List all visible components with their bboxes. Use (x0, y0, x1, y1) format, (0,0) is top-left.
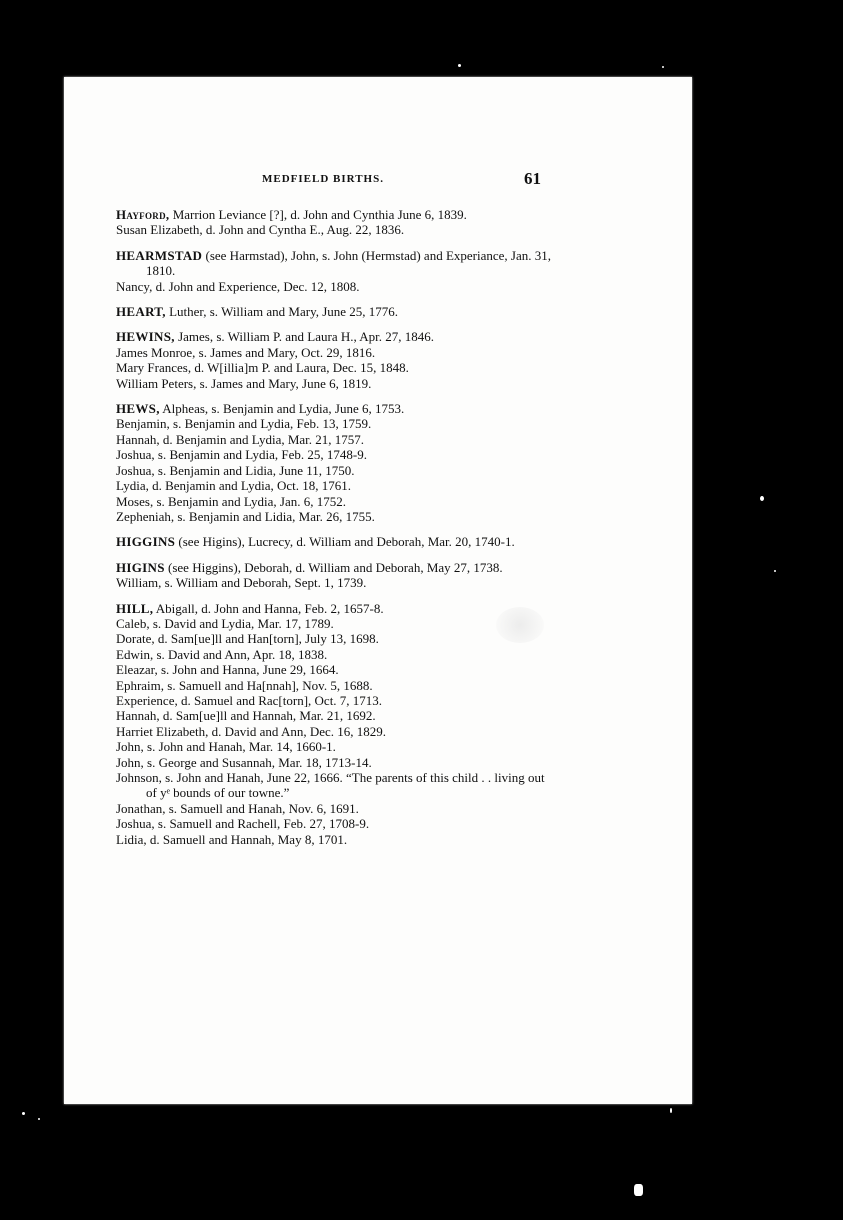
entry-text: Eleazar, s. John and Hanna, June 29, 1664. (116, 662, 339, 678)
entry-text: Joshua, s. Benjamin and Lidia, June 11, 1750. (116, 462, 355, 478)
entry-text: (see Higgins), Deborah, d. William and Deborah, May 27, 1738. (164, 559, 503, 575)
entry-text: Hannah, d. Sam[ue]ll and Hannah, Mar. 21, 1692. (116, 708, 376, 724)
entry-text: Joshua, s. Samuell and Rachell, Feb. 27, 1708-9. (116, 816, 370, 832)
entry-text: Harriet Elizabeth, d. David and Ann, Dec. 16, 1829. (116, 723, 387, 739)
entry-text: Mary Frances, d. W[illia]m P. and Laura, Dec. 15, 1848. (116, 360, 409, 376)
entry-text: John, s. John and Hanah, Mar. 14, 1660-1. (116, 739, 336, 755)
surname: HEARMSTAD (116, 247, 203, 263)
running-title: MEDFIELD BIRTHS. (262, 173, 384, 185)
dust-speck (458, 64, 461, 67)
list-item (116, 478, 556, 493)
book-page (64, 77, 692, 1104)
list-item (116, 222, 556, 237)
entry-text: Lidia, d. Samuell and Hannah, May 8, 1701. (116, 831, 348, 847)
list-item (116, 304, 556, 319)
entry-text: Jonathan, s. Samuell and Hanah, Nov. 6, 1691. (116, 800, 359, 816)
entry-text: Ephraim, s. Samuell and Ha[nnah], Nov. 5, 1688. (116, 677, 373, 693)
list-item (116, 616, 556, 631)
surname: HIGINS (116, 559, 165, 575)
list-item (116, 801, 556, 816)
list-item (116, 631, 556, 646)
surname: HEWINS, (116, 329, 175, 345)
dust-speck (662, 66, 664, 68)
family-heart (116, 304, 556, 319)
entry-text: William Peters, s. James and Mary, June 6, 1819. (116, 375, 372, 391)
entry-text: Alpheas, s. Benjamin and Lydia, June 6, 1753. (159, 401, 405, 417)
page-number: 61 (524, 169, 541, 188)
entry-text: James Monroe, s. James and Mary, Oct. 29, 1816. (116, 344, 376, 360)
entry-text: Benjamin, s. Benjamin and Lydia, Feb. 13, 1759. (116, 416, 372, 432)
entry-text: Marrion Leviance [?], d. John and Cynthia June 6, 1839. (169, 207, 467, 222)
entry-text: Moses, s. Benjamin and Lydia, Jan. 6, 1752. (116, 493, 347, 509)
list-item (116, 739, 556, 754)
entry-text: Dorate, d. Sam[ue]ll and Han[torn], July 13, 1698. (116, 631, 379, 647)
dust-speck (670, 1108, 672, 1113)
list-item (116, 248, 556, 279)
list-item (116, 816, 556, 831)
list-item (116, 724, 556, 739)
surname: HEART, (116, 304, 166, 320)
list-item (116, 345, 556, 360)
list-item (116, 693, 556, 708)
surname: HILL, (116, 600, 154, 616)
page-header (64, 169, 692, 193)
entry-text: Luther, s. William and Mary, June 25, 1776. (165, 304, 399, 320)
entry-text: Nancy, d. John and Experience, Dec. 12, 1808. (116, 278, 360, 294)
entry-text: Johnson, s. John and Hanah, June 22, 1666. “The parents of this child . . living out of yᵉ bounds of our towne.” (116, 770, 545, 801)
dust-speck (774, 570, 776, 572)
family-higins (116, 560, 556, 591)
entry-text: Zepheniah, s. Benjamin and Lidia, Mar. 26, 1755. (116, 508, 375, 524)
dust-speck (760, 496, 764, 501)
list-item (116, 329, 556, 344)
list-item (116, 647, 556, 662)
list-item (116, 601, 556, 616)
list-item (116, 207, 556, 222)
list-item (116, 447, 556, 462)
family-hill (116, 601, 556, 848)
list-item (116, 755, 556, 770)
list-item (116, 376, 556, 391)
list-item (116, 770, 556, 801)
surname: HEWS, (116, 401, 160, 417)
entry-text: Abigall, d. John and Hanna, Feb. 2, 1657-8. (153, 600, 384, 616)
entry-text: Lydia, d. Benjamin and Lydia, Oct. 18, 1761. (116, 478, 352, 494)
family-hayford (116, 207, 556, 238)
entry-text: Hannah, d. Benjamin and Lydia, Mar. 21, 1757. (116, 431, 365, 447)
entry-text: Caleb, s. David and Lydia, Mar. 17, 1789. (116, 615, 334, 631)
entry-text: (see Higins), Lucrecy, d. William and Deborah, Mar. 20, 1740-1. (175, 534, 515, 550)
entry-list (116, 207, 556, 857)
list-item (116, 432, 556, 447)
dust-speck (22, 1112, 25, 1115)
list-item (116, 678, 556, 693)
list-item (116, 401, 556, 416)
entry-text: Experience, d. Samuel and Rac[torn], Oct. 7, 1713. (116, 692, 383, 708)
list-item (116, 494, 556, 509)
entry-text: James, s. William P. and Laura H., Apr. 27, 1846. (174, 329, 435, 345)
surname: HIGGINS (116, 534, 176, 550)
list-item (116, 560, 556, 575)
list-item (116, 575, 556, 590)
entry-text: Joshua, s. Benjamin and Lydia, Feb. 25, 1748-9. (116, 447, 367, 463)
entry-text: John, s. George and Susannah, Mar. 18, 1713-14. (116, 754, 372, 770)
list-item (116, 832, 556, 847)
list-item (116, 463, 556, 478)
surname: Hayford, (116, 207, 170, 222)
family-hews (116, 401, 556, 524)
list-item (116, 708, 556, 723)
family-hearmstad (116, 248, 556, 294)
entry-text: Susan Elizabeth, d. John and Cyntha E., Aug. 22, 1836. (116, 222, 405, 238)
list-item (116, 534, 556, 549)
list-item (116, 416, 556, 431)
entry-text: (see Harmstad), John, s. John (Hermstad) and Experiance, Jan. 31, 1810. (146, 247, 551, 279)
entry-text: Edwin, s. David and Ann, Apr. 18, 1838. (116, 646, 328, 662)
list-item (116, 360, 556, 375)
list-item (116, 509, 556, 524)
list-item (116, 662, 556, 677)
family-hewins (116, 329, 556, 391)
family-higgins (116, 534, 556, 549)
list-item (116, 279, 556, 294)
dust-speck (634, 1184, 643, 1196)
dust-speck (38, 1118, 40, 1120)
entry-text: William, s. William and Deborah, Sept. 1, 1739. (116, 575, 367, 591)
